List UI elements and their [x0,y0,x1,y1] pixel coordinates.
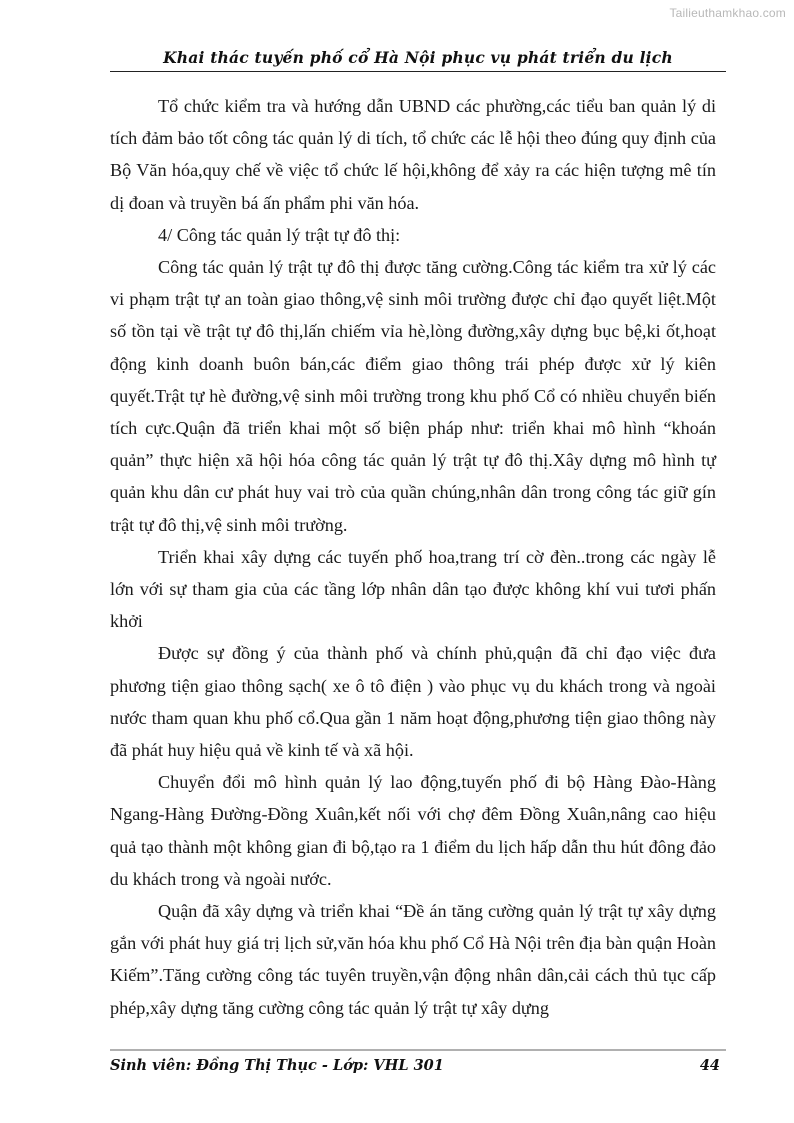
paragraph: Chuyển đổi mô hình quản lý lao động,tuyến phố đi bộ Hàng Đào-Hàng Ngang-Hàng Đường-Đồng Xuân,kết nối với chợ đêm Đồng Xuân,nâng cao hiệu quả tạo thành một không gian đi bộ,tạo ra 1 điểm du lịch hấp dẫn thu hút đông đảo du khách trong và ngoài nước. [110,772,716,889]
paragraph: Quận đã xây dựng và triển khai “Đề án tăng cường quản lý trật tự xây dựng gắn với phát huy giá trị lịch sử,văn hóa khu phố Cổ Hà Nội trên địa bàn quận Hoàn Kiếm”.Tăng cường công tác tuyên truyền,vận động nhân dân,cải cách thủ tục cấp phép,xây dựng tăng cường công tác quản lý trật tự xây dựng [110,901,716,1018]
paragraph: Triển khai xây dựng các tuyến phố hoa,trang trí cờ đèn..trong các ngày lễ lớn với sự tham gia của các tầng lớp nhân dân tạo được không khí vui tươi phấn khởi [110,546,716,632]
document-body [110,90,716,1024]
paragraph: Được sự đồng ý của thành phố và chính phủ,quận đã chỉ đạo việc đưa phương tiện giao thông sạch( xe ô tô điện ) vào phục vụ du khách trong và ngoài nước tham quan khu phố cổ.Qua gần 1 năm hoạt động,phương tiện giao thông này đã phát huy hiệu quả về kinh tế và xã hội. [110,643,716,761]
page-footer [110,1049,726,1081]
paragraph: Công tác quản lý trật tự đô thị được tăng cường.Công tác kiểm tra xử lý các vi phạm trật tự an toàn giao thông,vệ sinh môi trường được chỉ đạo quyết liệt.Một số tồn tại về trật tự đô thị,lấn chiếm vỉa hè,lòng đường,xây dựng bục bệ,ki ốt,hoạt động kinh doanh buôn bán,các điểm giao thông trái phép được xử lý kiên quyết.Trật tự hè đường,vệ sinh môi trường trong khu phố Cổ có nhiều chuyển biến tích cực.Quận đã triển khai một số biện pháp như: triển khai mô hình “khoán quản” thực hiện xã hội hóa công tác quản lý trật tự đô thị.Xây dựng mô hình tự quản khu dân cư phát huy vai trò của quần chúng,nhân dân trong công tác giữ gín trật tự đô thị,vệ sinh môi trường. [110,257,716,535]
header-title: Khai thác tuyến phố cổ Hà Nội phục vụ phát triển du lịch [163,48,673,67]
page-header [110,46,726,72]
paragraph: Tổ chức kiểm tra và hướng dẫn UBND các phường,các tiểu ban quản lý di tích đảm bảo tốt công tác quản lý di tích, tổ chức các lễ hội theo đúng quy định của Bộ Văn hóa,quy chế về việc tổ chức lế hội,không để xảy ra các hiện tượng mê tín dị đoan và truyền bá ấn phẩm phi văn hóa. [110,96,716,213]
page-number: 44 [699,1057,720,1074]
section-heading: 4/ Công tác quản lý trật tự đô thị: [158,224,401,245]
footer-author: Sinh viên: Đồng Thị Thục - Lớp: VHL 301 [110,1057,444,1074]
watermark: Tailieuthamkhao.com [669,6,786,20]
